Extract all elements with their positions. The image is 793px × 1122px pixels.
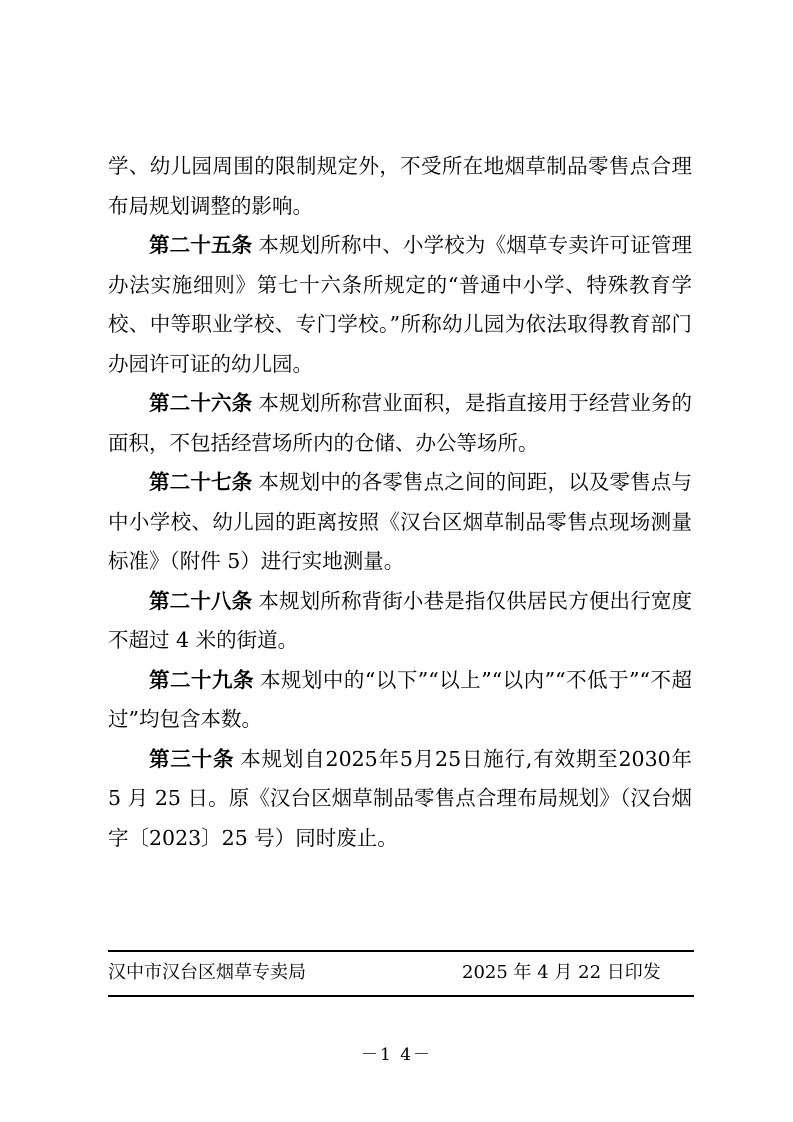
footer-issuer: 汉中市汉台区烟草专卖局 bbox=[108, 962, 306, 983]
article-30 bbox=[108, 740, 692, 859]
article-heading: 第二十五条 bbox=[149, 233, 253, 257]
page-number: －1 4－ bbox=[360, 1045, 433, 1065]
paragraph-text: 学、幼儿园周围的限制规定外，不受所在地烟草制品零售点合理布局规划调整的影响。 bbox=[108, 154, 692, 218]
paragraph-continuation bbox=[108, 147, 692, 226]
article-29 bbox=[108, 661, 692, 740]
body-text bbox=[108, 147, 692, 858]
article-26 bbox=[108, 384, 692, 463]
article-heading: 第三十条 bbox=[149, 746, 235, 771]
article-heading: 第二十七条 bbox=[149, 470, 253, 494]
article-28 bbox=[108, 582, 692, 661]
article-text: 本规划所称背街小巷是指仅供居民方便出行宽度不超过 4 米的街道。 bbox=[108, 588, 693, 652]
article-text: 本规划所称中、小学校为《烟草专卖许可证管理办法实施细则》第七十六条所规定的“普通中小学、特殊教育学校、中等职业学校、专门学校。”所称幼儿园为依法取得教育部门办园许可证的幼儿园。 bbox=[108, 233, 693, 376]
article-text: 本规划自2025年5月25日施行,有效期至2030年 5 月 25 日。原《汉台区烟草制品零售点合理布局规划》（汉台烟字〔2023〕25 号）同时废止。 bbox=[108, 746, 692, 850]
article-25 bbox=[108, 226, 692, 384]
article-text: 本规划中的各零售点之间的间距，以及零售点与中小学校、幼儿园的距离按照《汉台区烟草制品零售点现场测量标准》（附件 5）进行实地测量。 bbox=[108, 470, 693, 573]
article-heading: 第二十九条 bbox=[149, 667, 254, 692]
footer-issue-date: 2025 年 4 月 22 日印发 bbox=[462, 962, 661, 983]
article-27 bbox=[108, 463, 692, 582]
footer-top-rule bbox=[108, 950, 694, 952]
article-heading: 第二十六条 bbox=[149, 391, 253, 415]
footer-bottom-rule bbox=[108, 995, 694, 997]
article-heading: 第二十八条 bbox=[149, 588, 253, 613]
article-text: 本规划中的“以下”“以上”“以内”“不低于”“不超过”均包含本数。 bbox=[108, 667, 692, 731]
article-text: 本规划所称营业面积，是指直接用于经营业务的面积，不包括经营场所内的仓储、办公等场所。 bbox=[108, 391, 693, 455]
